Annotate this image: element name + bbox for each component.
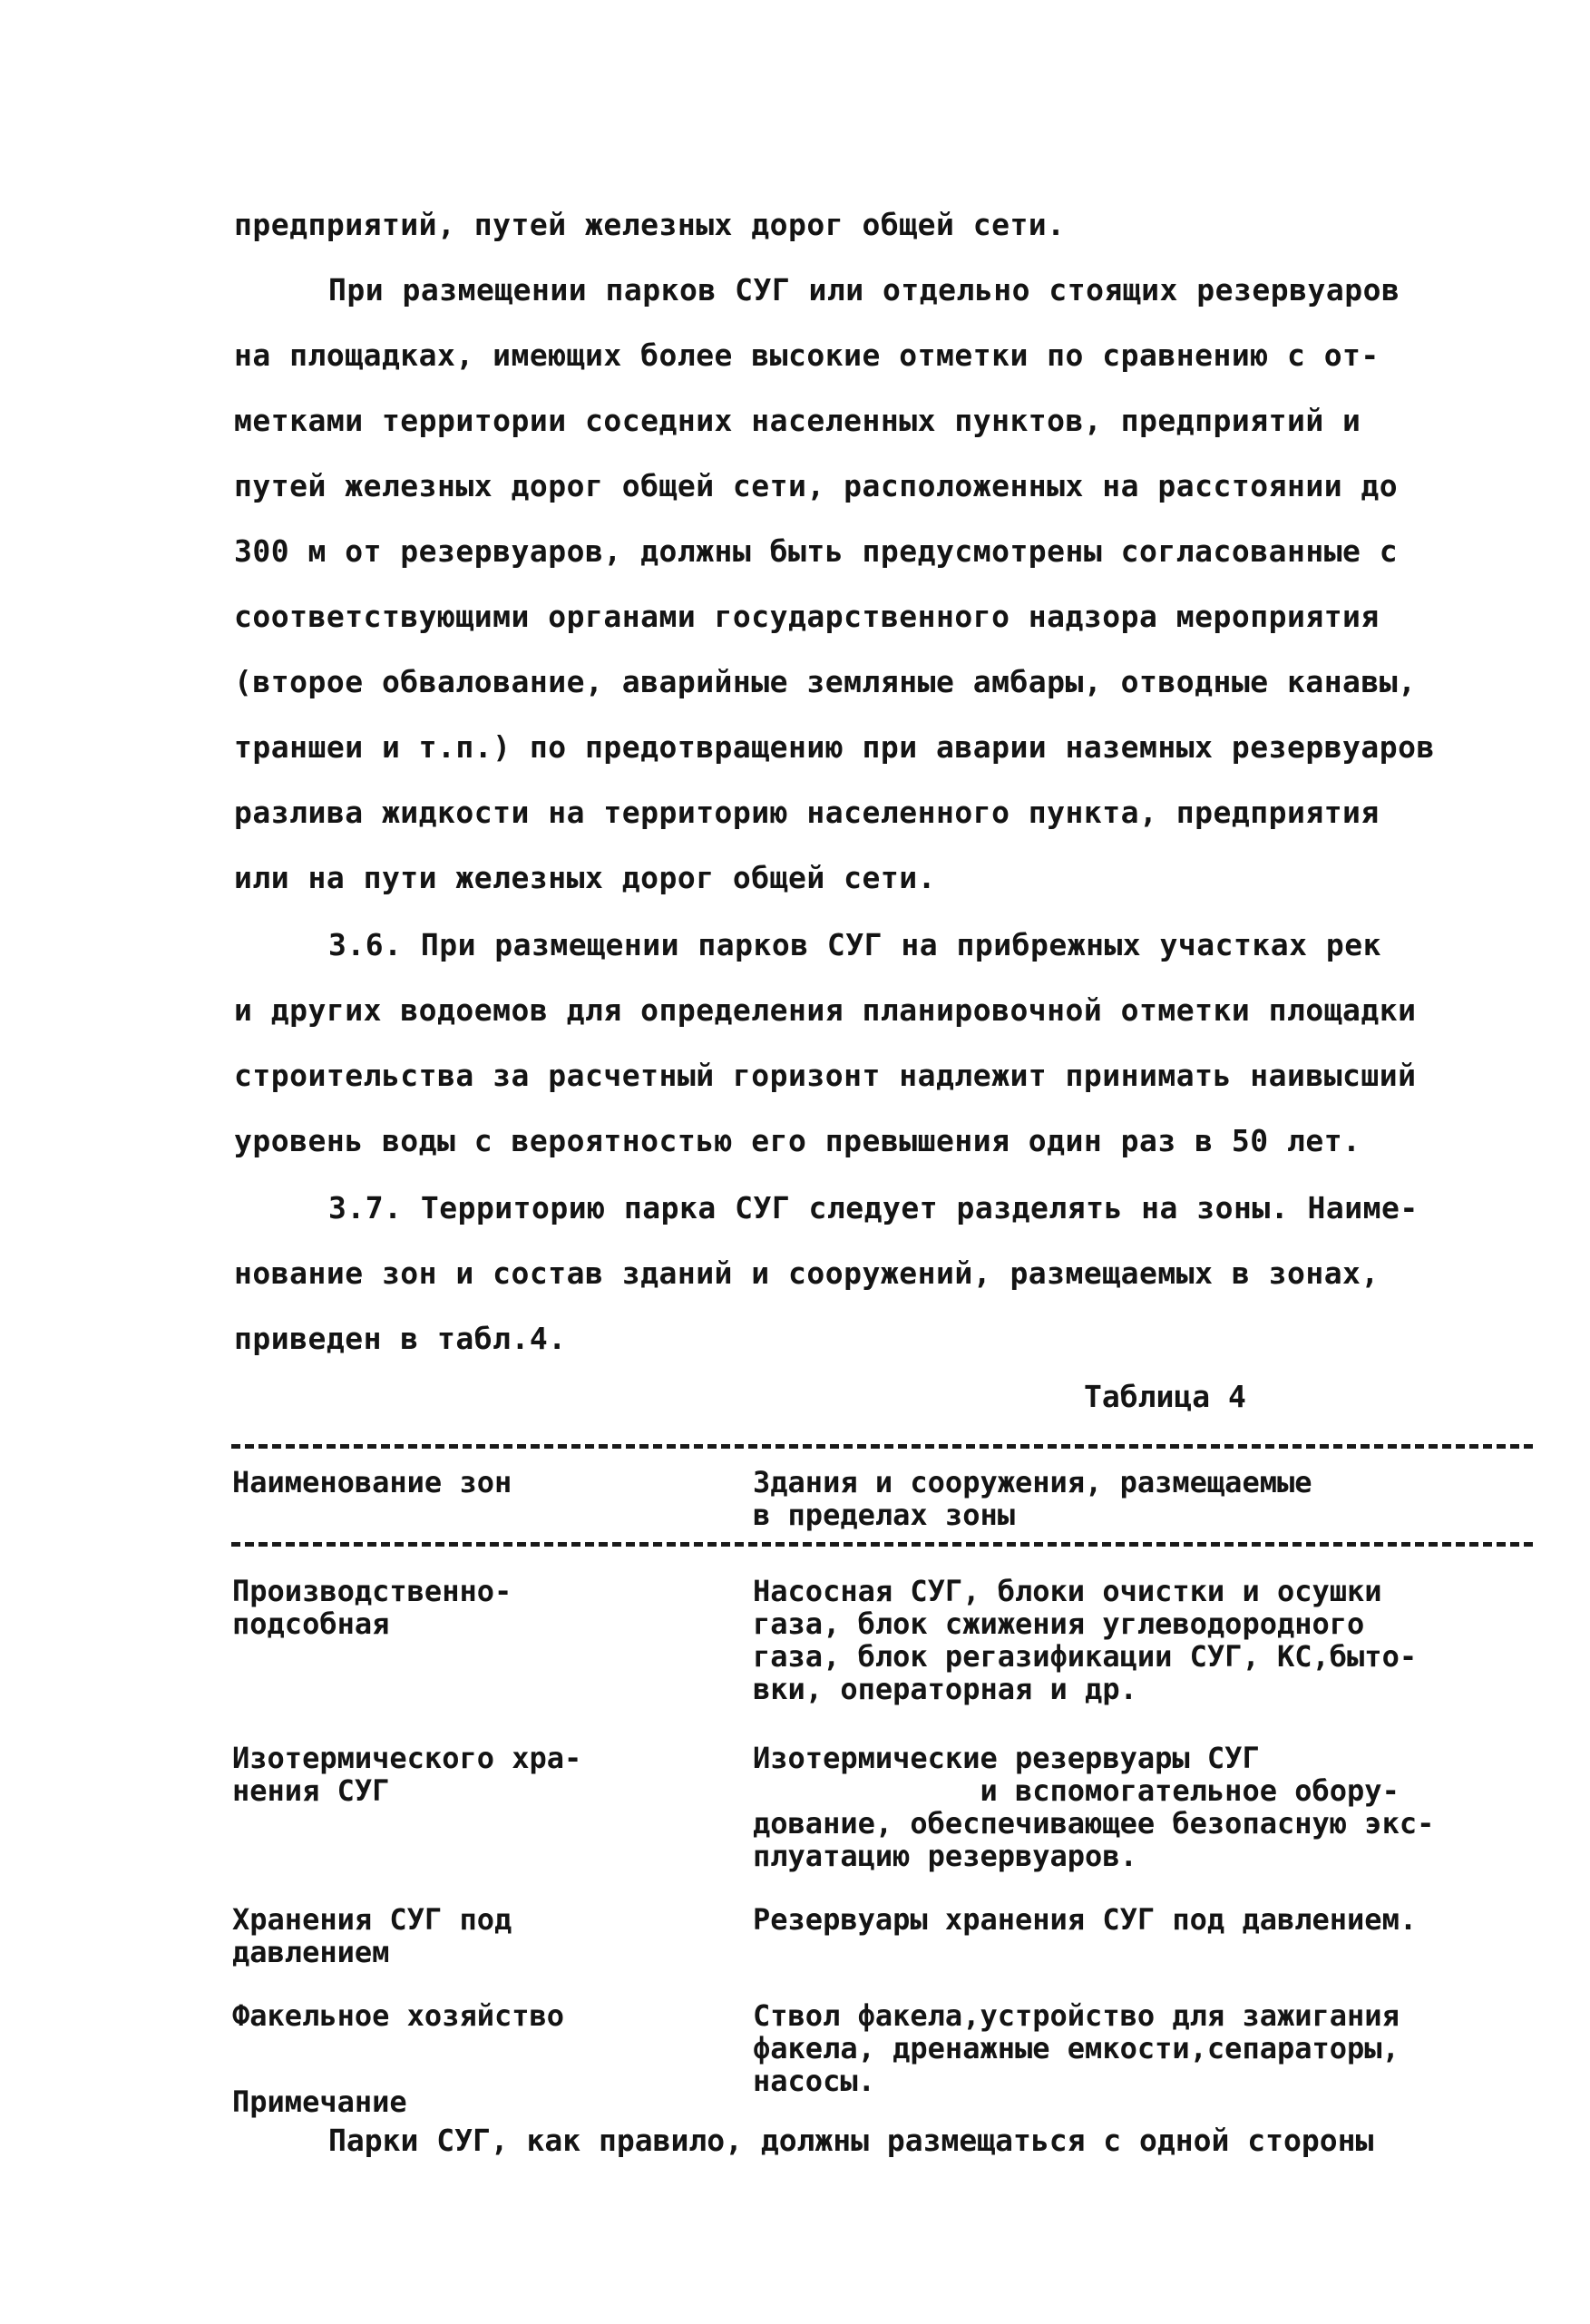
table-row-buildings: Ствол факела,устройство для зажигания факела, дренажные емкости,сепараторы, насосы. bbox=[753, 1998, 1400, 2098]
table-header-buildings: Здания и сооружения, размещаемые в пределах зоны bbox=[753, 1465, 1312, 1532]
table-row-zone: Производственно- подсобная bbox=[232, 1574, 512, 1641]
body-line: 3.7. Территорию парка СУГ следует разделять на зоны. Наиме- bbox=[328, 1190, 1419, 1225]
table-row-zone: Факельное хозяйство bbox=[232, 1998, 565, 2033]
table-divider bbox=[231, 1542, 1533, 1547]
body-line: и других водоемов для определения планировочной отметки площадки bbox=[234, 992, 1417, 1028]
body-line: уровень воды с вероятностью его превышения один раз в 50 лет. bbox=[234, 1123, 1361, 1158]
body-line: 3.6. При размещении парков СУГ на прибрежных участках рек bbox=[328, 927, 1381, 962]
body-line: строительства за расчетный горизонт надлежит принимать наивысший bbox=[234, 1058, 1417, 1093]
body-line: метками территории соседних населенных пунктов, предприятий и bbox=[234, 403, 1361, 438]
table-caption: Таблица 4 bbox=[1084, 1379, 1246, 1414]
table-header-zone: Наименование зон bbox=[232, 1465, 512, 1499]
body-line: траншеи и т.п.) по предотвращению при аварии наземных резервуаров bbox=[234, 729, 1435, 765]
note-title: Примечание bbox=[232, 2085, 407, 2119]
body-line: или на пути железных дорог общей сети. bbox=[234, 860, 936, 895]
table-row-buildings: Насосная СУГ, блоки очистки и осушки газа, блок сжижения углеводородного газа, блок регазификации СУГ, КС,быто- вки, операторная и др. bbox=[753, 1574, 1418, 1706]
body-line: предприятий, путей железных дорог общей сети. bbox=[234, 207, 1066, 242]
body-line: (второе обвалование, аварийные земляные амбары, отводные канавы, bbox=[234, 664, 1417, 699]
body-line: разлива жидкости на территорию населенного пункта, предприятия bbox=[234, 795, 1380, 830]
body-line: 300 м от резервуаров, должны быть предусмотрены согласованные с bbox=[234, 533, 1399, 569]
body-line: путей железных дорог общей сети, расположенных на расстоянии до bbox=[234, 468, 1399, 503]
body-line: соответствующими органами государственного надзора мероприятия bbox=[234, 599, 1380, 634]
table-row-buildings: Резервуары хранения СУГ под давлением. bbox=[753, 1902, 1418, 1937]
body-line: на площадках, имеющих более высокие отметки по сравнению с от- bbox=[234, 337, 1380, 373]
table-row-zone: Изотермического хра- нения СУГ bbox=[232, 1741, 582, 1808]
body-line: При размещении парков СУГ или отдельно стоящих резервуаров bbox=[328, 272, 1400, 308]
body-line: приведен в табл.4. bbox=[234, 1321, 567, 1356]
body-line: нование зон и состав зданий и сооружений, размещаемых в зонах, bbox=[234, 1255, 1380, 1291]
table-row-buildings: Изотермические резервуары СУГ и вспомогательное обору- дование, обеспечивающее безопасную экс- плуатацию резервуаров. bbox=[753, 1741, 1435, 1873]
note-text: Парки СУГ, как правило, должны размещаться с одной стороны bbox=[328, 2123, 1374, 2158]
table-row-zone: Хранения СУГ под давлением bbox=[232, 1902, 512, 1969]
table-divider bbox=[231, 1444, 1533, 1449]
